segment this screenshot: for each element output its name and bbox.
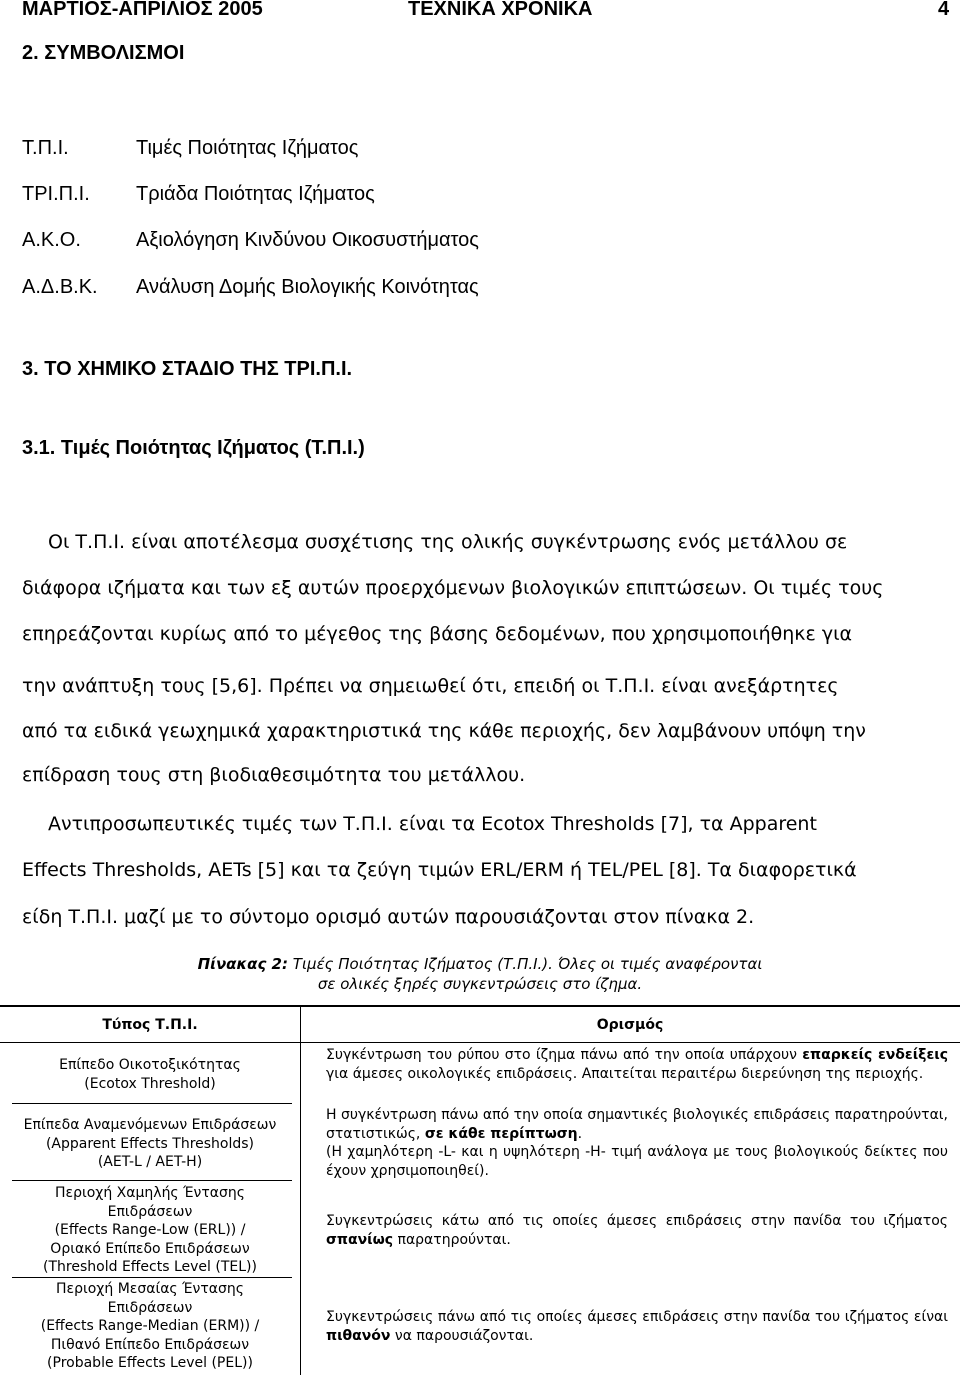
table-header-definition: Ορισμός [596,1017,664,1033]
table-caption-line-2: σε ολικές ξηρές συγκεντρώσεις στο ίζημα. [317,975,643,993]
table-caption-label: Πίνακας 2: [197,955,288,973]
page-number: 4 [938,0,950,20]
paragraph-line: από τα ειδικά γεωχημικά χαρακτηριστικά της κάθε περιοχής, δεν λαμβάνουν υπόψη την [22,720,866,742]
table-row-definition: Η συγκέντρωση πάνω από την οποία σημαντικές βιολογικές επιδράσεις παρατηρούνται, στατιστικώς, σε κάθε περίπτωση. (Η χαμηλότερη -L- και η υψηλότερη -H- τιμή ανάλογα με τους βιολογικούς δείκτες που έχουν χρησιμοποιηθεί). [326,1107,948,1179]
symbol-abbr: Α.Δ.Β.Κ. [22,276,98,298]
table-row-definition: Συγκέντρωση του ρύπου στο ίζημα πάνω από την οποία υπάρχουν επαρκείς ενδείξεις για άμεσες οικολογικές επιδράσεις. Απαιτείται περαιτέρω διερεύνηση της περιοχής. [326,1047,948,1082]
table-top-rule [0,1005,960,1007]
row-divider [12,1103,292,1104]
symbol-meaning: Αξιολόγηση Κινδύνου Οικοσυστήματος [136,229,479,251]
symbol-meaning: Τριάδα Ποιότητας Ιζήματος [136,183,375,205]
symbol-meaning: Τιμές Ποιότητας Ιζήματος [136,137,359,159]
table-row-type: Επίπεδα Αναμενόμενων Επιδράσεων (Apparent Effects Thresholds) (AET-L / AET-H) [23,1117,277,1170]
header-date: ΜΑΡΤΙΟΣ-ΑΠΡΙΛΙΟΣ 2005 [22,0,263,20]
table-header-rule [0,1042,960,1043]
paragraph-line: επίδραση τους στη βιοδιαθεσιμότητα του μετάλλου. [22,764,526,786]
symbol-abbr: Τ.Π.Ι. [22,137,69,159]
row-divider [12,1180,292,1181]
table-caption-line-1 [0,955,960,973]
symbol-abbr: ΤΡΙ.Π.Ι. [22,183,90,205]
table-caption-text: Τιμές Ποιότητας Ιζήματος (Τ.Π.Ι.). Όλες οι τιμές αναφέρονται [292,955,763,973]
table-row-type: Περιοχή Μεσαίας Έντασης Επιδράσεων (Effects Range-Median (ERM)) / Πιθανό Επίπεδο Επιδράσεων (Probable Effects Level (PEL)) [40,1281,260,1371]
table-header-type: Τύπος Τ.Π.Ι. [102,1017,198,1033]
section-2-title: 2. ΣΥΜΒΟΛΙΣΜΟΙ [22,42,185,64]
paragraph-line: είδη Τ.Π.Ι. μαζί με το σύντομο ορισμό αυτών παρουσιάζονται στον πίνακα 2. [22,906,755,928]
paragraph-line: την ανάπτυξη τους [5,6]. Πρέπει να σημειωθεί ότι, επειδή οι Τ.Π.Ι. είναι ανεξάρτητες [22,675,839,697]
symbol-abbr: Α.Κ.Ο. [22,229,81,251]
section-3-title: 3. ΤΟ ΧΗΜΙΚΟ ΣΤΑΔΙΟ ΤΗΣ ΤΡΙ.Π.Ι. [22,358,353,380]
table-row-definition: Συγκεντρώσεις κάτω από τις οποίες άμεσες επιδράσεις στην πανίδα του ιζήματος σπανίως παρατηρούνται. [326,1213,948,1248]
table-row-type: Επίπεδο Οικοτοξικότητας (Ecotox Threshold) [59,1057,241,1092]
table-row-type: Περιοχή Χαμηλής Έντασης Επιδράσεων (Effects Range-Low (ERL)) / Οριακό Επίπεδο Επιδράσεων (Threshold Effects Level (TEL)) [43,1185,257,1275]
paragraph-line: Αντιπροσωπευτικές τιμές των Τ.Π.Ι. είναι τα Ecotox Thresholds [7], τα Apparent [48,813,817,835]
header-journal-title: ΤΕΧΝΙΚΑ ΧΡΟΝΙΚΑ [408,0,593,20]
symbol-meaning: Ανάλυση Δομής Βιολογικής Κοινότητας [136,276,479,298]
paragraph-line: επηρεάζονται κυρίως από το μέγεθος της βάσης δεδομένων, που χρησιμοποιήθηκε για [22,623,853,645]
row-divider [12,1277,292,1278]
paragraph-line: Effects Thresholds, AETs [5] και τα ζεύγη τιμών ERL/ERM ή TEL/PEL [8]. Τα διαφορετικά [22,859,857,881]
paragraph-line: Οι Τ.Π.Ι. είναι αποτέλεσμα συσχέτισης της ολικής συγκέντρωσης ενός μετάλλου σε [48,531,848,553]
paragraph-line: διάφορα ιζήματα και των εξ αυτών προερχόμενων βιολογικών επιπτώσεων. Οι τιμές τους [22,577,884,599]
table-column-divider [300,1005,301,1375]
section-3-1-title: 3.1. Τιμές Ποιότητας Ιζήματος (Τ.Π.Ι.) [22,437,365,459]
table-row-definition: Συγκεντρώσεις πάνω από τις οποίες άμεσες επιδράσεις στην πανίδα του ιζήματος είναι πιθανόν να παρουσιάζονται. [326,1309,948,1344]
